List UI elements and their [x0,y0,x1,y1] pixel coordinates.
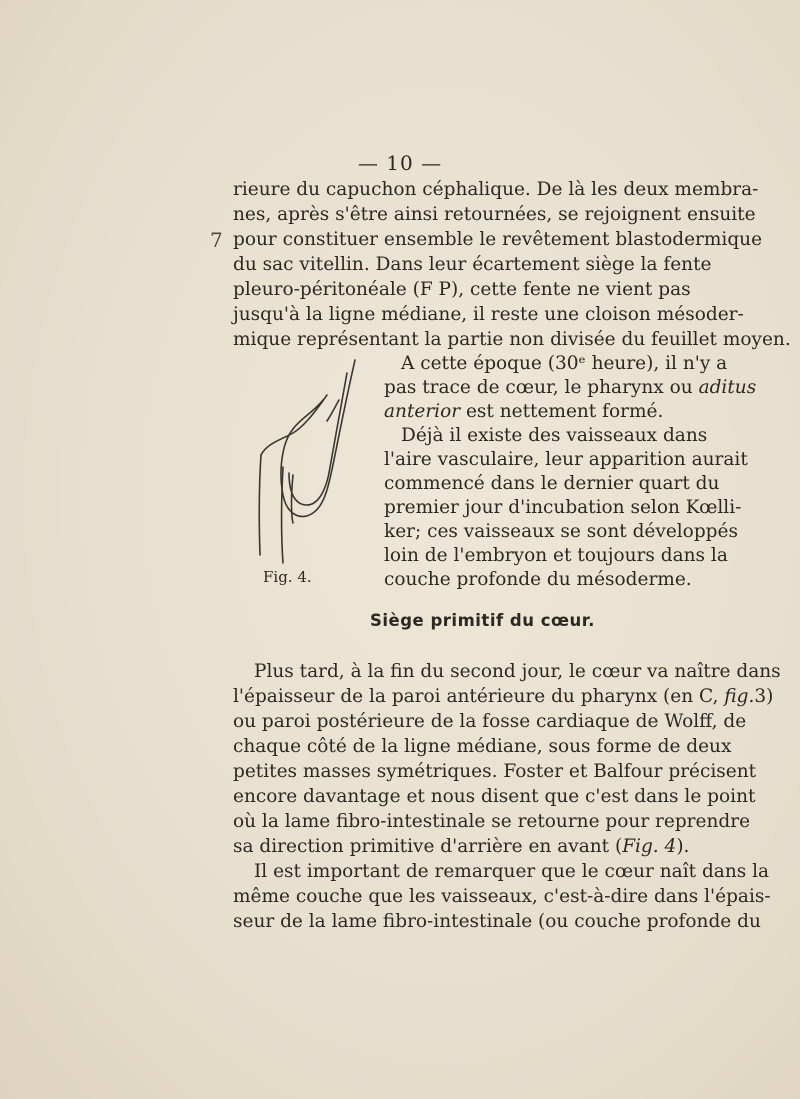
text-line: A cette époque (30ᵉ heure), il n'y a [401,353,728,374]
text-span: l'épaisseur de la paroi antérieure du pharynx (en C, [233,686,719,707]
text-line [233,685,774,709]
text-line: l'aire vasculaire, leur apparition aurait [384,449,748,470]
text-line: Il est important de remarquer que le cœur naît dans la [254,861,770,882]
text-line: jusqu'à la ligne médiane, il reste une cloison mésoder- [233,304,744,325]
figure-caption: Fig. 4. [263,568,312,586]
text-line [384,376,757,400]
margin-pencil-mark: 7 [210,228,223,252]
text-span: 3) [754,686,774,707]
text-line: chaque côté de la ligne médiane, sous forme de deux [233,736,732,757]
text-line: encore davantage et nous disent que c'est dans le point [233,786,756,807]
text-line: petites masses symétriques. Foster et Balfour précisent [233,761,757,782]
embryo-section-figure [243,355,363,570]
text-line: nes, après s'être ainsi retournées, se rejoignent ensuite [233,204,756,225]
page-number: — 10 — [357,151,443,175]
italic-ref: Fig. 4 [622,836,677,857]
italic-term: anterior [384,401,461,422]
text-line: Plus tard, à la fin du second jour, le cœur va naître dans [254,661,781,682]
text-line: seur de la lame fibro-intestinale (ou couche profonde du [233,911,761,932]
text-line: loin de l'embryon et toujours dans la [384,545,728,566]
text-line [384,400,669,424]
text-line: commencé dans le dernier quart du [384,473,720,494]
italic-term: aditus [698,377,757,398]
italic-ref: fig. [724,686,755,707]
text-span: ). [676,836,690,857]
text-line [233,835,690,859]
text-line: premier jour d'incubation selon Kœlli- [384,497,742,518]
text-span: pas trace de cœur, le pharynx ou [384,377,693,398]
text-line: mique représentant la partie non divisée du feuillet moyen. [233,329,791,350]
text-line: rieure du capuchon céphalique. De là les deux membra- [233,179,759,200]
text-line: pleuro-péritonéale (F P), cette fente ne vient pas [233,279,691,300]
section-heading: Siège primitif du cœur. [370,611,595,630]
text-span: sa direction primitive d'arrière en avant ( [233,836,623,857]
text-line: même couche que les vaisseaux, c'est-à-dire dans l'épais- [233,886,771,907]
text-span: est nettement formé. [465,401,664,422]
text-line: ker; ces vaisseaux se sont développés [384,521,738,542]
text-line: ou paroi postérieure de la fosse cardiaque de Wolff, de [233,711,747,732]
text-line: couche profonde du mésoderme. [384,569,692,590]
text-line: pour constituer ensemble le revêtement blastodermique [233,229,763,250]
text-line: où la lame fibro-intestinale se retourne pour reprendre [233,811,751,832]
text-line: du sac vitellin. Dans leur écartement siège la fente [233,254,712,275]
text-line: Déjà il existe des vaisseaux dans [401,425,708,446]
